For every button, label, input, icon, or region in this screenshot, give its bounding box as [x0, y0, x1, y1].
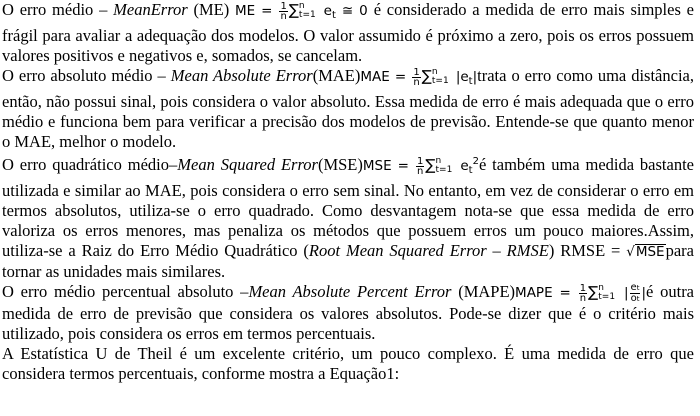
mae-formula-sub: t	[468, 76, 473, 87]
fraction-denominator: n	[417, 165, 424, 177]
sum-lower: t=1	[435, 165, 453, 175]
mse-prefix: O erro quadrático médio–	[2, 155, 178, 174]
me-formula-term: e	[317, 3, 332, 19]
rmse-term: Root Mean Squared Error – RMSE	[308, 241, 549, 260]
mape-formula-label: MAPE =	[515, 285, 578, 301]
mse-text-b: ) RMSE =	[548, 241, 627, 260]
me-text: é considerado a medida de erro mais simples e frágil para avaliar a adequação dos modelos. O valor assumido é próximo a zero, pois os erros possuem valores positivos e negativos e, somados, se cancelam.	[2, 0, 694, 65]
mae-fraction	[412, 68, 420, 87]
fraction-numerator: 1	[413, 66, 420, 78]
mape-formula	[515, 281, 647, 304]
inner-numerator-sub: t	[636, 283, 640, 292]
paragraph-mean-error	[2, 0, 694, 66]
sum-symbol: ∑	[425, 156, 436, 174]
sum-symbol: ∑	[588, 283, 599, 301]
mae-text: trata o erro como uma distância, então, não possui sinal, pois considera o valor absoluto. Essa medida de erro é mais adequada que o erro médio e funciona bem para verificar a precisão dos modelos de previsão. Entende-se que quanto menor o MAE, melhor o modelo.	[2, 66, 694, 151]
mae-term: Mean Absolute Error	[170, 66, 313, 85]
sum-upper: n	[435, 156, 442, 166]
sum-upper: n	[431, 67, 438, 77]
inner-denominator-sub: t	[636, 294, 640, 303]
paragraph-mean-absolute-error	[2, 66, 694, 152]
mae-prefix: O erro absoluto médio –	[2, 66, 171, 85]
mae-abbr: (MAE)	[312, 66, 361, 85]
fraction-numerator: 1	[280, 0, 287, 12]
sum-symbol: ∑	[421, 67, 432, 85]
sum-limits	[436, 157, 453, 175]
mse-term: Mean Squared Error	[177, 155, 318, 174]
mae-formula-close: |	[472, 69, 478, 85]
me-formula	[235, 0, 374, 22]
mape-formula-bar-open: |	[617, 285, 629, 301]
sum-lower: t=1	[431, 76, 449, 86]
paragraph-theil-u	[2, 344, 694, 384]
me-term: MeanError	[113, 0, 188, 19]
paragraph-mean-squared-error	[2, 152, 694, 282]
sum-upper: n	[298, 1, 305, 11]
sum-limits	[598, 284, 615, 302]
sum-limits	[299, 2, 316, 20]
fraction-denominator: n	[280, 10, 287, 22]
mse-text-a: é também uma medida bastante utilizada e similar ao MAE, pois considera o erro sem sinal. No entanto, em vez de considerar o erro em termos absolutos, utiliza-se o erro quadrado. Como desvantagem nota-se que essa medida de erro valoriza os erros menores, mas penaliza os métodos que possuem erros um pouco maiores.Assim, utiliza-se a Raiz do Erro Médio Quadrático (	[2, 155, 694, 260]
sqrt-content: MSE	[635, 244, 665, 260]
mse-formula	[362, 155, 479, 177]
fraction-denominator: n	[579, 292, 587, 304]
sum-lower: t=1	[598, 292, 616, 302]
inner-denominator-var: o	[630, 292, 637, 304]
mse-formula-sub: t	[468, 165, 473, 176]
me-approx: ≅ 0	[335, 3, 374, 19]
mae-formula-term: |e	[450, 69, 469, 85]
rmse-formula	[626, 244, 665, 260]
sqrt-symbol: √	[626, 244, 635, 260]
fraction-numerator: 1	[417, 155, 424, 167]
mape-prefix: O erro médio percentual absoluto –	[2, 282, 249, 301]
mse-abbr: (MSE)	[317, 155, 363, 174]
mse-fraction	[416, 157, 424, 176]
theil-text: A Estatística U de Theil é um excelente critério, um pouco complexo. É uma medida de erro que considera termos percentuais, conforme mostra a Equação1:	[2, 343, 694, 383]
mape-term: Mean Absolute Percent Error	[248, 282, 452, 301]
fraction-denominator: n	[413, 76, 420, 88]
mae-formula	[360, 66, 478, 88]
sum-lower: t=1	[298, 10, 316, 20]
me-fraction	[279, 2, 287, 21]
fraction-numerator: 1	[579, 282, 587, 294]
mae-formula-label: MAE =	[360, 69, 412, 85]
me-prefix: O erro médio –	[2, 0, 114, 19]
mse-formula-sup: 2	[472, 156, 479, 167]
inner-numerator-var: e	[630, 281, 637, 293]
inner-denominator	[630, 294, 641, 304]
mape-formula-bar-close: |	[641, 285, 647, 301]
mape-text: é outra medida de erro de previsão que considera os valores absolutos. Pode-se dizer que é o critério mais utilizado, pois considera os erros em termos percentuais.	[2, 282, 695, 343]
sum-upper: n	[598, 283, 604, 293]
me-formula-sub: t	[331, 10, 336, 21]
mape-abbr: (MAPE)	[451, 282, 516, 301]
mse-formula-term: e	[454, 158, 469, 174]
mape-fraction	[579, 284, 587, 303]
mape-inner-fraction	[630, 283, 641, 304]
me-formula-label: ME =	[235, 3, 279, 19]
mse-text-c: para tornar as unidades mais similares.	[2, 241, 694, 281]
paragraph-mean-absolute-percent-error	[2, 282, 694, 344]
sum-limits	[432, 68, 449, 86]
sum-symbol: ∑	[288, 1, 299, 19]
mse-formula-label: MSE =	[362, 158, 416, 174]
me-abbr: (ME)	[187, 0, 236, 19]
